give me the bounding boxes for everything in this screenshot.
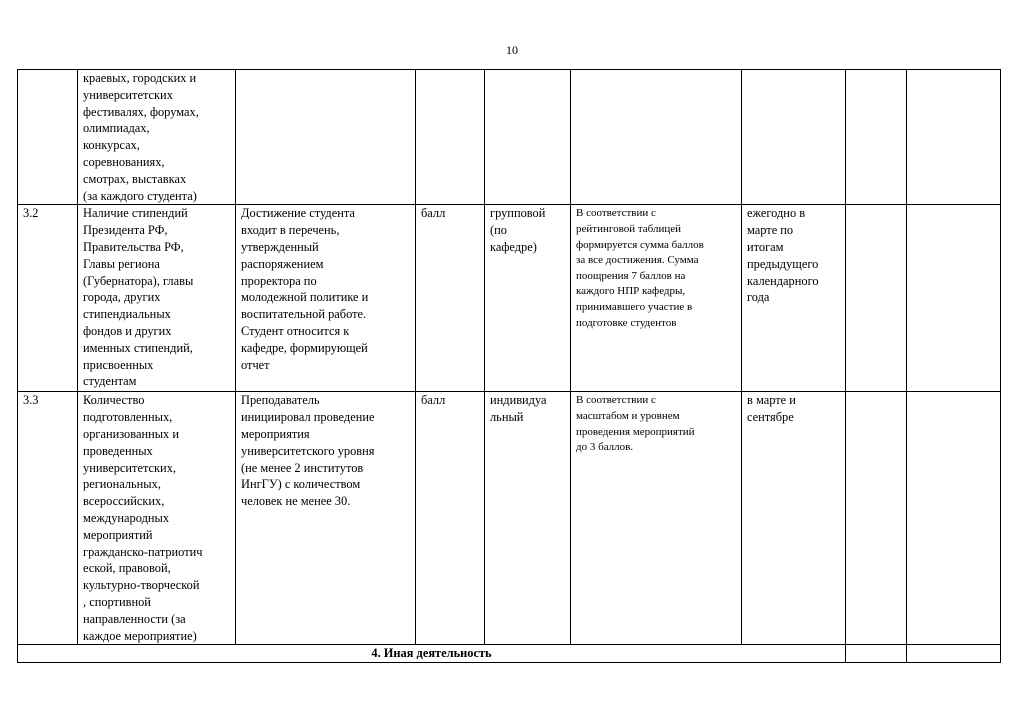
type-cell: индивидуа льный bbox=[485, 392, 571, 645]
period-cell bbox=[742, 70, 846, 205]
row-number-cell bbox=[18, 70, 78, 205]
page-number: 10 bbox=[506, 43, 518, 57]
criteria-table bbox=[17, 69, 1001, 663]
indicator-cell: Количество подготовленных, организованных и проведенных университетских, региональных, всероссийских, международных мероприятий гражданско-патриотич еской, правовой, культурно-творческой , спортивной направленности (за каждое мероприятие) bbox=[78, 392, 236, 645]
extra-cell-2 bbox=[907, 70, 1001, 205]
type-cell: групповой (по кафедре) bbox=[485, 205, 571, 392]
method-cell: В соответствии с масштабом и уровнем проведения мероприятий до 3 баллов. bbox=[571, 392, 742, 645]
row-number-cell: 3.3 bbox=[18, 392, 78, 645]
extra-cell-1 bbox=[846, 645, 907, 663]
extra-cell-1 bbox=[846, 205, 907, 392]
extra-cell-2 bbox=[907, 645, 1001, 663]
section-row bbox=[18, 645, 1001, 663]
extra-cell-2 bbox=[907, 205, 1001, 392]
unit-cell bbox=[416, 70, 485, 205]
period-cell: ежегодно в марте по итогам предыдущего календарного года bbox=[742, 205, 846, 392]
extra-cell-1 bbox=[846, 392, 907, 645]
section-title: 4. Иная деятельность bbox=[18, 645, 846, 663]
extra-cell-2 bbox=[907, 392, 1001, 645]
extra-cell-1 bbox=[846, 70, 907, 205]
indicator-cell: краевых, городских и университетских фестивалях, форумах, олимпиадах, конкурсах, соревнованиях, смотрах, выставках (за каждого студента) bbox=[78, 70, 236, 205]
unit-cell: балл bbox=[416, 392, 485, 645]
unit-cell: балл bbox=[416, 205, 485, 392]
type-cell bbox=[485, 70, 571, 205]
confirmation-cell bbox=[236, 70, 416, 205]
indicator-cell: Наличие стипендий Президента РФ, Правительства РФ, Главы региона (Губернатора), главы города, других стипендиальных фондов и других именных стипендий, присвоенных студентам bbox=[78, 205, 236, 392]
table-row bbox=[18, 205, 1001, 392]
method-cell bbox=[571, 70, 742, 205]
table-row bbox=[18, 70, 1001, 205]
confirmation-cell: Преподаватель инициировал проведение мероприятия университетского уровня (не менее 2 институтов ИнгГУ) с количеством человек не менее 30. bbox=[236, 392, 416, 645]
row-number-cell: 3.2 bbox=[18, 205, 78, 392]
period-cell: в марте и сентябре bbox=[742, 392, 846, 645]
confirmation-cell: Достижение студента входит в перечень, утвержденный распоряжением проректора по молодежной политике и воспитательной работе. Студент относится к кафедре, формирующей отчет bbox=[236, 205, 416, 392]
table-row bbox=[18, 392, 1001, 645]
method-cell: В соответствии с рейтинговой таблицей формируется сумма баллов за все достижения. Сумма поощрения 7 баллов на каждого НПР кафедры, принимавшего участие в подготовке студентов bbox=[571, 205, 742, 392]
